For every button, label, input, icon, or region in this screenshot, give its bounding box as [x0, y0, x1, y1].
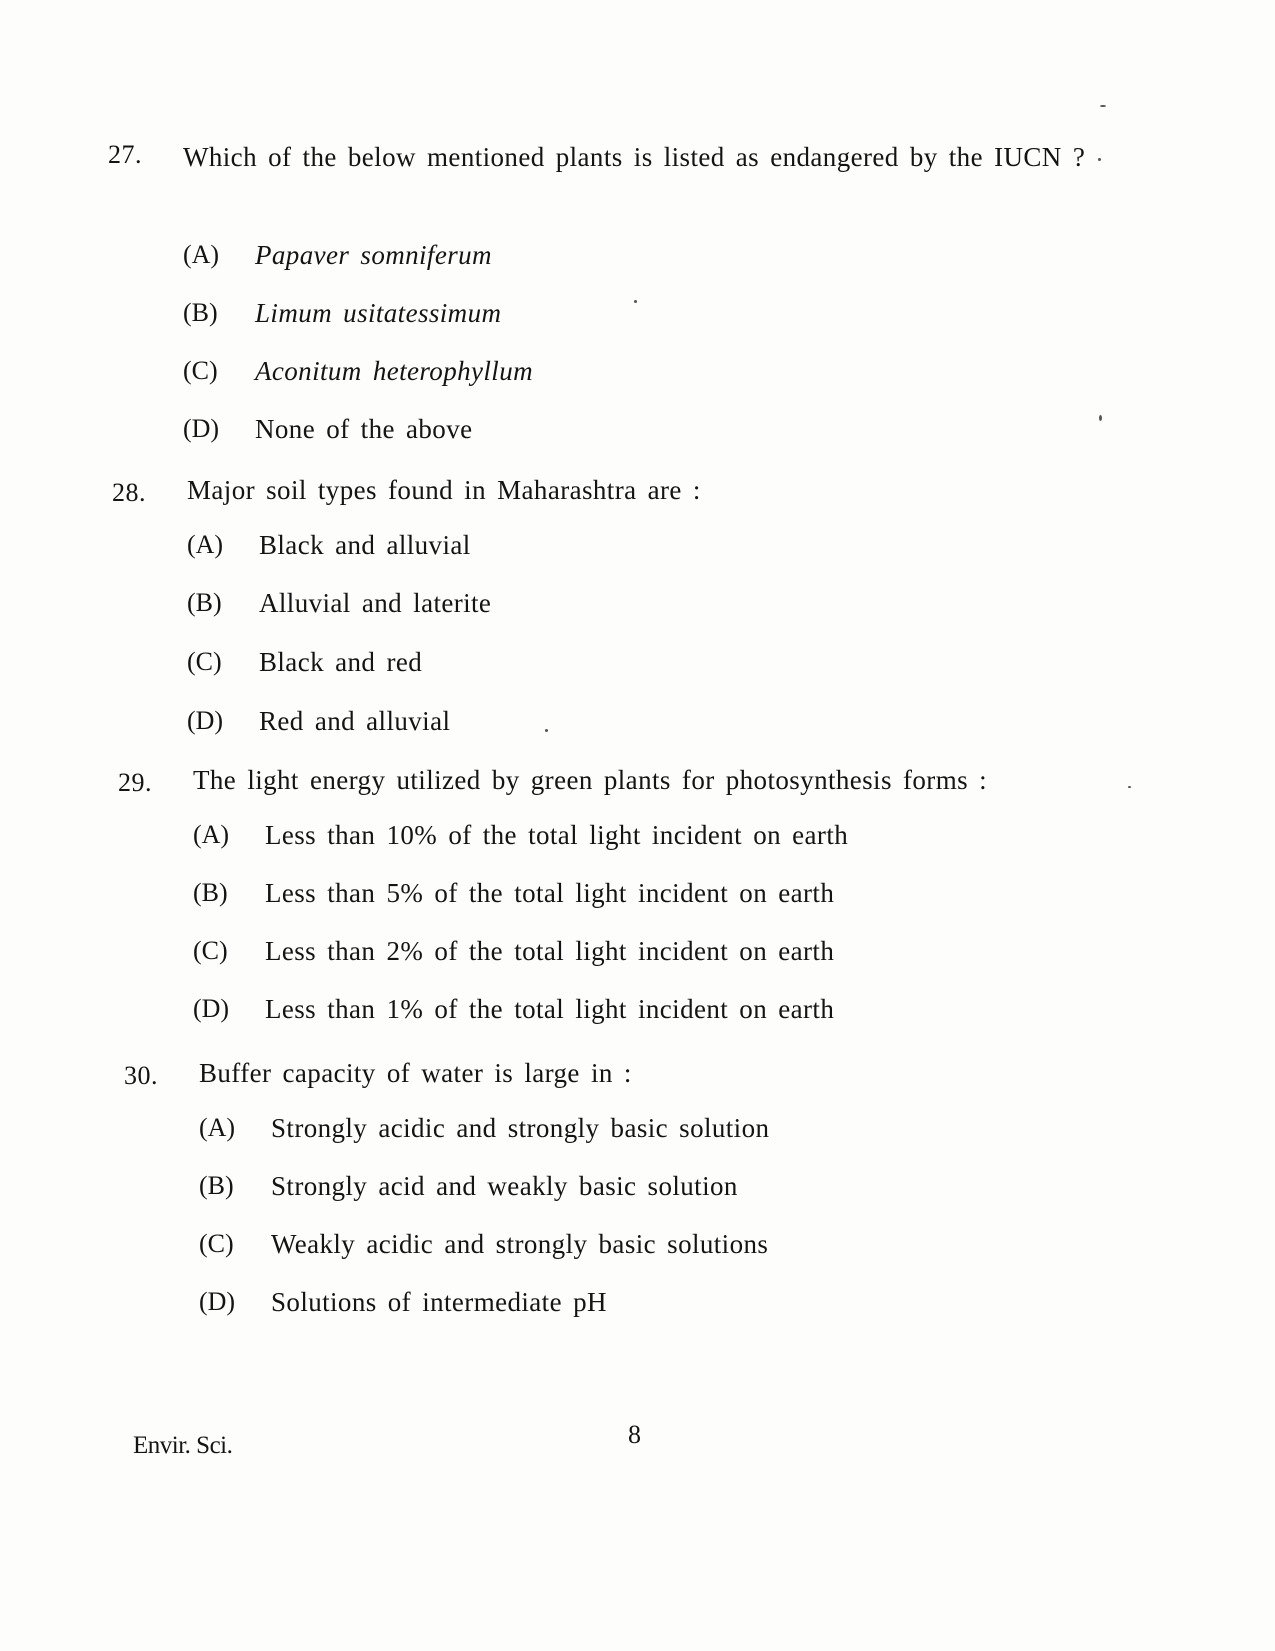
scan-speck — [1100, 105, 1106, 107]
option-text: Papaver somniferum — [255, 240, 492, 270]
option-label: (D) — [193, 994, 230, 1023]
question-text: Buffer capacity of water is large in : — [199, 1058, 632, 1088]
option-text: Black and alluvial — [259, 530, 471, 560]
option-text: Less than 10% of the total light incident on earth — [265, 820, 849, 850]
option-label: (A) — [187, 530, 224, 559]
option-text: Aconitum heterophyllum — [255, 356, 533, 386]
footer-subject: Envir. Sci. — [133, 1432, 233, 1459]
option-label: (C) — [199, 1229, 234, 1258]
question-text: The light energy utilized by green plants for photosynthesis forms : — [193, 765, 988, 795]
scan-speck — [545, 729, 548, 732]
option-text: None of the above — [255, 414, 473, 444]
option-label: (B) — [183, 298, 218, 327]
page-number: 8 — [628, 1420, 641, 1449]
question-number: 28. — [112, 478, 146, 507]
option-label: (B) — [193, 878, 228, 907]
question-number: 27. — [108, 140, 142, 169]
option-label: (C) — [183, 356, 218, 385]
question-text: Which of the below mentioned plants is listed as endangered by the IUCN ? — [183, 142, 1086, 172]
option-label: (A) — [183, 240, 220, 269]
option-label: (B) — [187, 588, 222, 617]
option-label: (B) — [199, 1171, 234, 1200]
option-label: (C) — [193, 936, 228, 965]
option-text: Black and red — [259, 647, 423, 677]
scan-speck — [634, 300, 637, 303]
option-text: Less than 2% of the total light incident on earth — [265, 936, 835, 966]
question-number: 30. — [124, 1061, 158, 1090]
option-text: Weakly acidic and strongly basic solutions — [271, 1229, 769, 1259]
option-label: (C) — [187, 647, 222, 676]
option-text: Less than 1% of the total light incident on earth — [265, 994, 835, 1024]
option-text: Red and alluvial — [259, 706, 451, 736]
question-text: Major soil types found in Maharashtra are : — [187, 475, 701, 505]
scan-speck — [1099, 415, 1102, 421]
option-text: Solutions of intermediate pH — [271, 1287, 607, 1317]
option-text: Strongly acid and weakly basic solution — [271, 1171, 738, 1201]
option-label: (A) — [193, 820, 230, 849]
option-text: Less than 5% of the total light incident on earth — [265, 878, 835, 908]
option-label: (D) — [183, 414, 220, 443]
option-label: (D) — [187, 706, 224, 735]
option-label: (D) — [199, 1287, 236, 1316]
option-text: Limum usitatessimum — [255, 298, 502, 328]
option-text: Alluvial and laterite — [259, 588, 492, 618]
option-text: Strongly acidic and strongly basic solution — [271, 1113, 770, 1143]
scan-speck — [1098, 158, 1101, 161]
question-number: 29. — [118, 768, 152, 797]
option-label: (A) — [199, 1113, 236, 1142]
scan-speck — [1128, 786, 1131, 788]
